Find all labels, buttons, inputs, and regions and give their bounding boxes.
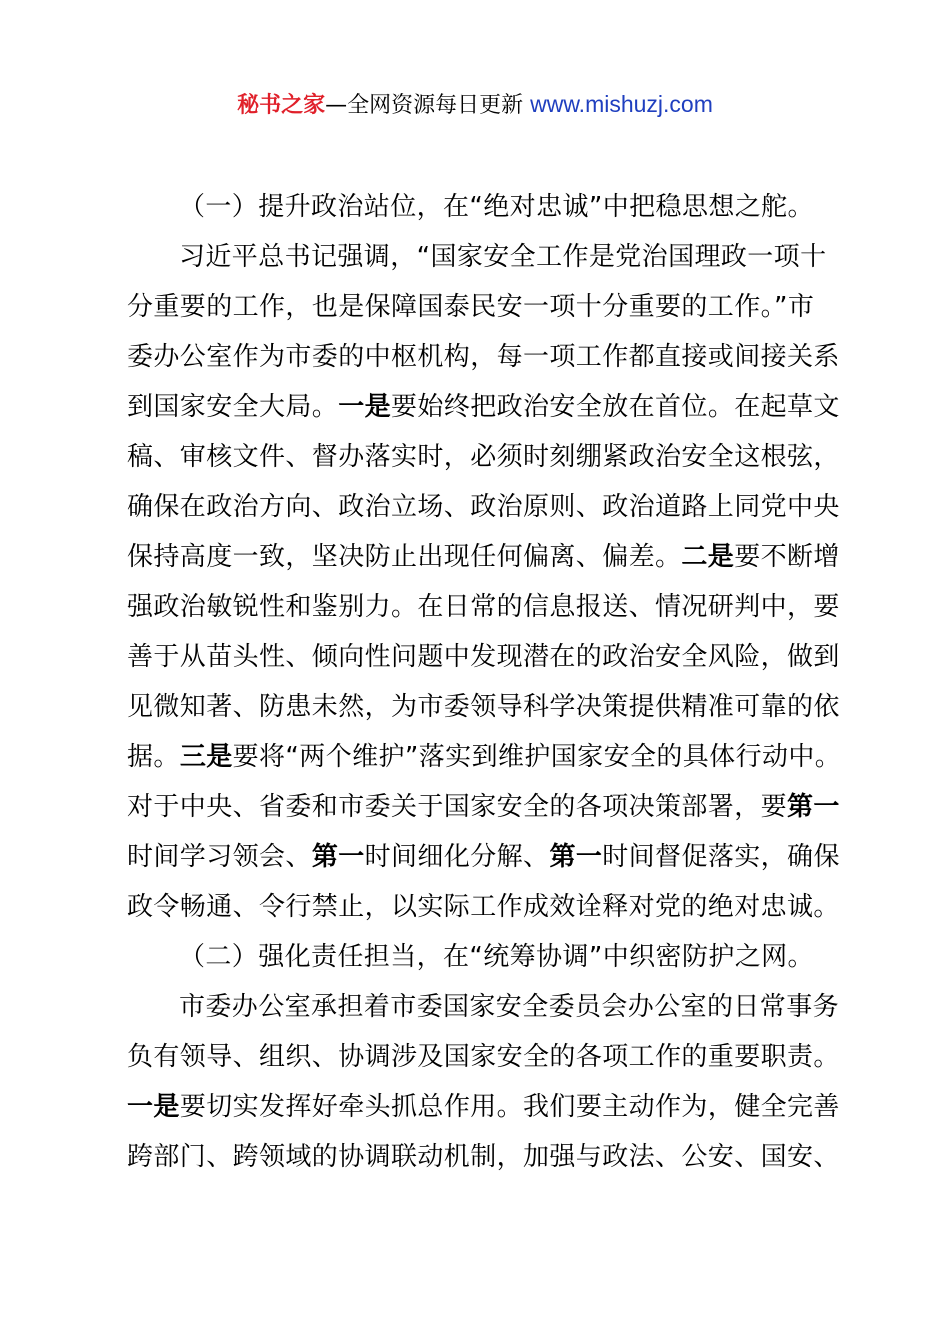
emphasis-text: 第一	[549, 842, 603, 872]
paragraph-line	[127, 1132, 847, 1182]
site-brand: 秘书之家	[237, 93, 326, 118]
site-url-link[interactable]: www.mishuzj.com	[530, 91, 713, 117]
line-text: 负有领导、组织、协调涉及国家安全的各项工作的重要职责。	[127, 1042, 840, 1072]
line-text: 要将“两个维护”落实到维护国家安全的具体行动中。	[232, 742, 842, 772]
paragraph-line	[127, 482, 847, 532]
paragraph-line	[127, 832, 847, 882]
site-header	[0, 88, 950, 122]
emphasis-text: 第一	[311, 842, 365, 872]
paragraph-line	[127, 432, 847, 482]
line-text: 时间细化分解、	[364, 842, 550, 872]
paragraph-line	[127, 232, 847, 282]
emphasis-text: 三是	[179, 742, 233, 772]
paragraph-line	[127, 582, 847, 632]
line-text: 要切实发挥好牵头抓总作用。我们要主动作为，健全完善	[179, 1092, 840, 1122]
paragraph-line	[127, 332, 847, 382]
emphasis-text: 二是	[681, 542, 735, 572]
site-tagline: —全网资源每日更新	[325, 93, 531, 118]
line-text: 确保在政治方向、政治立场、政治原则、政治道路上同党中央	[127, 492, 840, 522]
line-text: （二）强化责任担当，在“统筹协调”中织密防护之网。	[179, 942, 814, 972]
paragraph-line	[127, 982, 847, 1032]
paragraph-line	[127, 732, 847, 782]
line-text: 到国家安全大局。	[127, 392, 339, 422]
line-text: （一）提升政治站位，在“绝对忠诚”中把稳思想之舵。	[179, 192, 814, 222]
section-heading-1	[127, 182, 847, 232]
line-text: 时间督促落实，确保	[602, 842, 840, 872]
line-text: 政令畅通、令行禁止，以实际工作成效诠释对党的绝对忠诚。	[127, 892, 840, 922]
paragraph-line	[127, 382, 847, 432]
line-text: 据。	[127, 742, 180, 772]
line-text: 保持高度一致，坚决防止出现任何偏离、偏差。	[127, 542, 682, 572]
line-text: 对于中央、省委和市委关于国家安全的各项决策部署，要	[127, 792, 788, 822]
paragraph-line	[127, 632, 847, 682]
paragraph-line	[127, 1082, 847, 1132]
line-text: 分重要的工作，也是保障国泰民安一项十分重要的工作。”市	[127, 292, 815, 322]
paragraph-line	[127, 532, 847, 582]
paragraph-line	[127, 882, 847, 932]
line-text: 要不断增	[734, 542, 840, 572]
line-text: 稿、审核文件、督办落实时，必须时刻绷紧政治安全这根弦，	[127, 442, 840, 472]
paragraph-line	[127, 1032, 847, 1082]
emphasis-text: 一是	[338, 392, 392, 422]
paragraph-line	[127, 782, 847, 832]
line-text: 市委办公室承担着市委国家安全委员会办公室的日常事务	[179, 992, 840, 1022]
section-heading-2	[127, 932, 847, 982]
paragraph-line	[127, 282, 847, 332]
line-text: 跨部门、跨领域的协调联动机制，加强与政法、公安、国安、	[127, 1142, 840, 1172]
line-text: 善于从苗头性、倾向性问题中发现潜在的政治安全风险，做到	[127, 642, 840, 672]
emphasis-text: 一是	[127, 1092, 180, 1122]
paragraph-line	[127, 682, 847, 732]
emphasis-text: 第一	[787, 792, 840, 822]
line-text: 见微知著、防患未然，为市委领导科学决策提供精准可靠的依	[127, 692, 840, 722]
line-text: 委办公室作为市委的中枢机构，每一项工作都直接或间接关系	[127, 342, 840, 372]
line-text: 时间学习领会、	[127, 842, 312, 872]
line-text: 强政治敏锐性和鉴别力。在日常的信息报送、情况研判中，要	[127, 592, 840, 622]
line-text: 习近平总书记强调，“国家安全工作是党治国理政一项十	[179, 242, 827, 272]
line-text: 要始终把政治安全放在首位。在起草文	[391, 392, 840, 422]
document-body	[127, 182, 847, 1182]
